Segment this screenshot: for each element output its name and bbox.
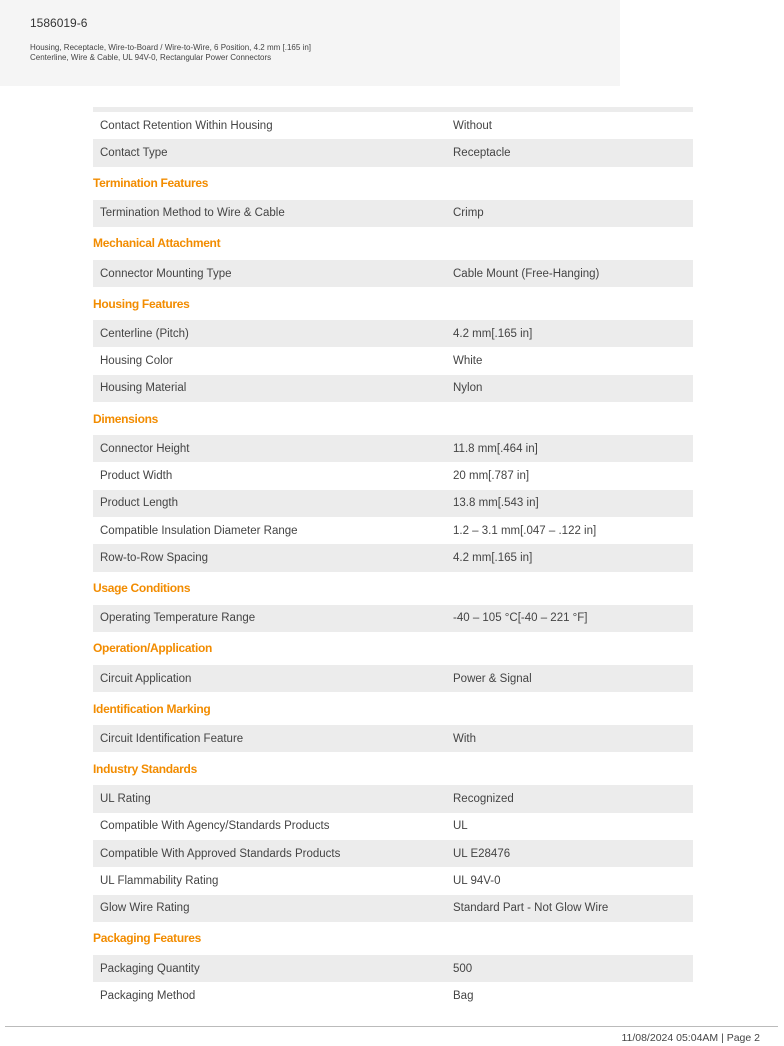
spec-value: 20 mm[.787 in]: [453, 470, 530, 483]
spec-value: Bag: [453, 989, 474, 1002]
page-header: [0, 0, 620, 86]
spec-value: Crimp: [453, 207, 484, 220]
spec-label: Product Width: [100, 470, 173, 483]
spec-row: [93, 813, 693, 840]
spec-value: 4.2 mm[.165 in]: [453, 327, 533, 340]
spec-label: Row-to-Row Spacing: [100, 551, 209, 564]
spec-label: Connector Height: [100, 442, 190, 455]
spec-value: White: [453, 355, 483, 368]
spec-value: Recognized: [453, 793, 514, 806]
spec-value: Cable Mount (Free-Hanging): [453, 267, 600, 280]
spec-row: [93, 139, 693, 166]
spec-label: Packaging Method: [100, 989, 196, 1002]
spec-row: [93, 982, 693, 1009]
spec-label: Termination Method to Wire & Cable: [100, 207, 285, 220]
spec-row: [93, 665, 693, 692]
spec-value: -40 – 105 °C[-40 – 221 °F]: [453, 612, 588, 625]
spec-value: Nylon: [453, 382, 483, 395]
spec-label: Compatible Insulation Diameter Range: [100, 524, 298, 537]
spec-label: Circuit Identification Feature: [100, 732, 244, 745]
spec-row: [93, 517, 693, 544]
spec-row: [93, 320, 693, 347]
spec-value: Power & Signal: [453, 672, 532, 685]
spec-value: 11.8 mm[.464 in]: [453, 442, 538, 455]
spec-row: [93, 895, 693, 922]
spec-label: Glow Wire Rating: [100, 902, 190, 915]
description-line-1: Housing, Receptacle, Wire-to-Board / Wire-to-Wire, 6 Position, 4.2 mm [.165 in]: [30, 43, 311, 52]
section-title: Identification Marking: [93, 701, 211, 716]
spec-label: Contact Type: [100, 146, 168, 159]
section-title: Housing Features: [93, 296, 190, 311]
spec-row: [93, 200, 693, 227]
spec-value: With: [453, 732, 476, 745]
spec-table: [93, 107, 693, 1010]
spec-label: Housing Color: [100, 355, 173, 368]
spec-value: Standard Part - Not Glow Wire: [453, 902, 609, 915]
spec-label: Compatible With Agency/Standards Products: [100, 820, 330, 833]
spec-row: [93, 462, 693, 489]
spec-value: 1.2 – 3.1 mm[.047 – .122 in]: [453, 524, 597, 537]
section-title: Industry Standards: [93, 761, 197, 776]
spec-row: [93, 260, 693, 287]
spec-row: [93, 347, 693, 374]
part-number: 1586019-6: [30, 16, 88, 30]
spec-value: 13.8 mm[.543 in]: [453, 497, 539, 510]
spec-label: Product Length: [100, 497, 179, 510]
footer-divider: [5, 1026, 778, 1027]
spec-label: Housing Material: [100, 382, 187, 395]
part-description: [30, 43, 590, 63]
spec-row: [93, 544, 693, 571]
spec-value: 500: [453, 962, 473, 975]
spec-value: UL: [453, 820, 468, 833]
page-footer: 11/08/2024 05:04AM | Page 2: [621, 1032, 760, 1044]
spec-row: [93, 375, 693, 402]
spec-label: Circuit Application: [100, 672, 192, 685]
spec-value: Without: [453, 119, 492, 132]
section-title: Mechanical Attachment: [93, 236, 221, 251]
spec-row: [93, 605, 693, 632]
section-title: Packaging Features: [93, 931, 201, 946]
spec-rows: [93, 112, 693, 1010]
spec-label: Centerline (Pitch): [100, 327, 189, 340]
spec-row: [93, 435, 693, 462]
spec-value: 4.2 mm[.165 in]: [453, 551, 533, 564]
spec-value: Receptacle: [453, 146, 511, 159]
spec-value: UL 94V-0: [453, 874, 501, 887]
spec-row: [93, 867, 693, 894]
spec-row: [93, 112, 693, 139]
spec-label: Contact Retention Within Housing: [100, 119, 273, 132]
spec-label: Operating Temperature Range: [100, 612, 256, 625]
spec-value: UL E28476: [453, 847, 511, 860]
spec-row: [93, 785, 693, 812]
spec-label: Compatible With Approved Standards Products: [100, 847, 341, 860]
section-title: Dimensions: [93, 411, 159, 426]
section-title: Usage Conditions: [93, 581, 191, 596]
spec-row: [93, 490, 693, 517]
spec-row: [93, 725, 693, 752]
section-title: Operation/Application: [93, 641, 213, 656]
section-title: Termination Features: [93, 176, 209, 191]
spec-label: UL Flammability Rating: [100, 874, 219, 887]
spec-row: [93, 840, 693, 867]
spec-label: Connector Mounting Type: [100, 267, 232, 280]
description-line-2: Centerline, Wire & Cable, UL 94V-0, Rectangular Power Connectors: [30, 53, 272, 62]
spec-row: [93, 955, 693, 982]
spec-label: UL Rating: [100, 793, 151, 806]
spec-label: Packaging Quantity: [100, 962, 200, 975]
